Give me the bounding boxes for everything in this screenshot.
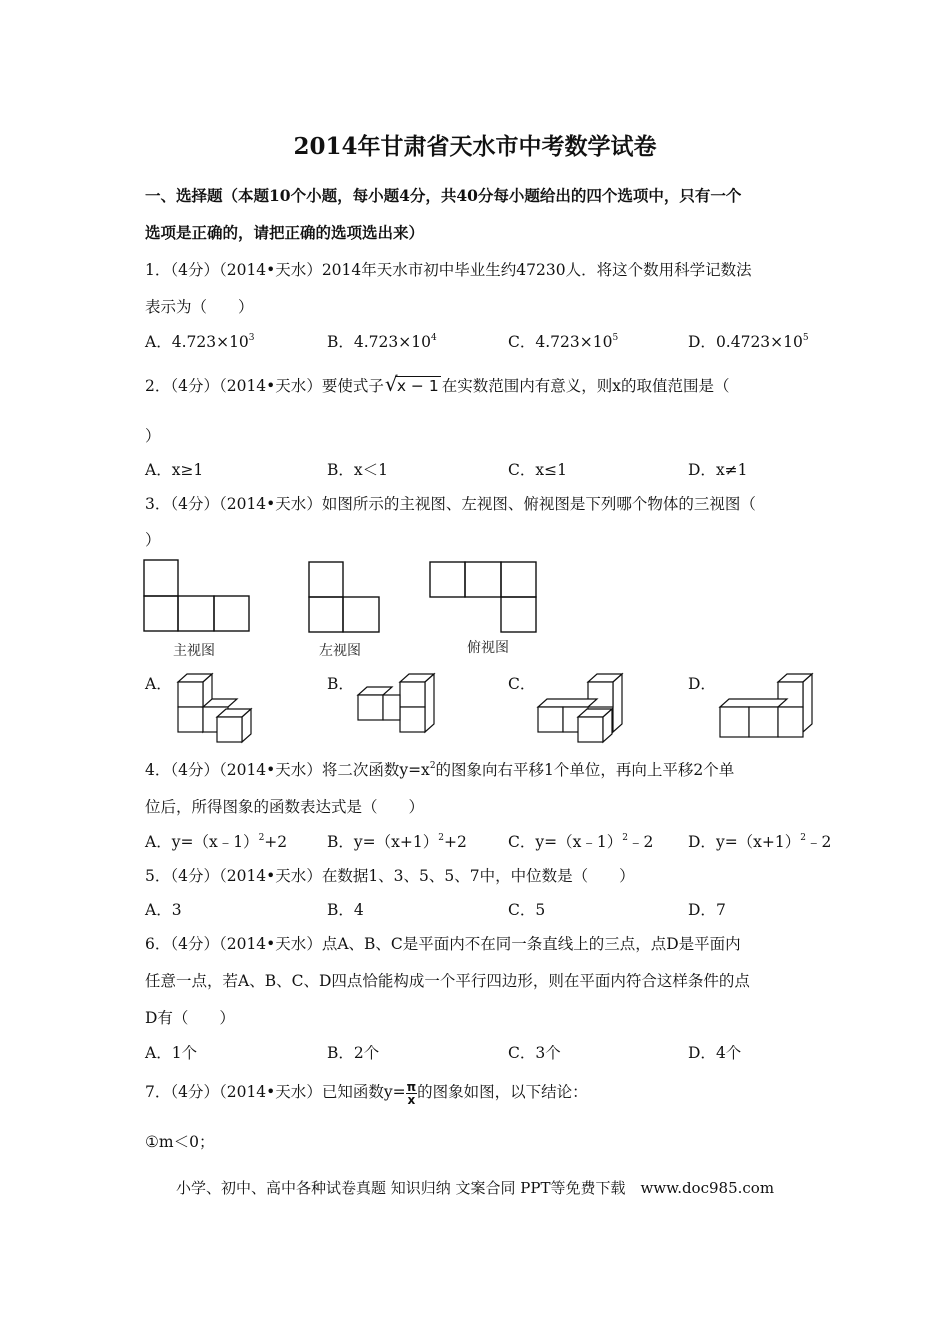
q6-option-c: C．3个 [508,1044,561,1062]
q4-option-c: C．y=（x﹣1）$^2$﹣2 [508,833,654,851]
q3-option-c-solid [533,670,633,745]
q3-option-c-label: C． [508,675,536,693]
question-2-line1: 2．（4分）（2014•天水）要使式子 √ x − 1 在实数范围内有意义，则x的取值范围是（ [145,372,730,396]
q3-option-a-label: A． [145,675,172,693]
question-1-line2: 表示为（ ） [145,298,254,316]
front-view-caption: 主视图 [173,643,215,659]
question-3-line1: 3．（4分）（2014•天水）如图所示的主视图、左视图、俯视图是下列哪个物体的三视图（ [145,495,756,513]
q1-option-a: A．$4.723\times 10^3$ [145,333,255,351]
q2-option-c: C．x≤1 [508,461,567,479]
q6-option-d: D．4个 [688,1044,742,1062]
q5-option-c: C．5 [508,901,546,919]
fraction-expression: $\frac{\pi}{x}$ [406,1079,417,1107]
q4-option-b: B．$y=(x+1)^2+2$ [327,833,467,851]
question-3-line2: ） [145,531,161,549]
question-4-line1: 4．（4分）（2014•天水）将二次函数$y=x^2$的图象向右平移1个单位，再向上平移2个单 [145,761,735,779]
q6-option-a: A．1个 [145,1044,198,1062]
q3-option-b-solid [352,670,452,745]
page-title: 2014年甘肃省天水市中考数学试卷 [293,133,657,160]
q3-option-a-solid [170,670,270,745]
question-2-line2: ） [145,427,161,445]
q2-option-a: A．x≥1 [145,461,204,479]
page-footer: 小学、初中、高中各种试卷真题 知识归纳 文案合同 PPT等免费下载 www.doc985.com [175,1179,775,1197]
question-7-item1: ①m＜0； [145,1133,215,1151]
q4-option-a: A．y=（x﹣1）$^2$+2 [145,833,288,851]
question-6-line3: D有（ ） [145,1009,235,1027]
q2-option-d: D．x≠1 [688,461,748,479]
q3-option-d-solid [715,670,820,745]
section-heading-line2: 选项是正确的，请把正确的选项选出来） [145,223,425,242]
question-7-line1: 7．（4分）（2014•天水）已知函数y= $\frac{\pi}{x}$ 的图象如图，以下结论： [145,1079,588,1107]
front-view-figure [140,556,260,636]
q5-option-b: B．4 [327,901,364,919]
question-5-line1: 5．（4分）（2014•天水）在数据1、3、5、5、7中，中位数是（ ） [145,867,635,885]
q6-option-b: B．2个 [327,1044,380,1062]
q5-option-d: D．7 [688,901,726,919]
question-1-line1: 1．（4分）（2014•天水）2014年天水市初中毕业生约47230人．将这个数用科学记数法 [145,261,752,279]
square-root-expression: √ x − 1 [384,372,439,396]
section-heading-line1: 一、选择题（本题10个小题，每小题4分，共40分每小题给出的四个选项中，只有一个 [145,186,742,205]
top-view-figure [427,556,547,636]
q1-option-c: C．$4.723\times 10^5$ [508,333,619,351]
question-6-line2: 任意一点，若A、B、C、D四点恰能构成一个平行四边形，则在平面内符合这样条件的点 [145,972,750,990]
q4-option-d: D．$y=(x+1)^2﹣2$ [688,833,832,851]
left-view-caption: 左视图 [319,643,361,659]
q5-option-a: A．3 [145,901,182,919]
q3-option-b-label: B． [327,675,354,693]
top-view-caption: 俯视图 [467,640,509,656]
question-6-line1: 6．（4分）（2014•天水）点A、B、C是平面内不在同一条直线上的三点，点D是平面内 [145,935,741,953]
q1-option-d: D．$0.4723\times 10^5$ [688,333,809,351]
q1-option-b: B．$4.723\times 10^4$ [327,333,437,351]
q2-option-b: B．x＜1 [327,461,388,479]
left-view-figure [305,556,390,636]
question-4-line2: 位后，所得图象的函数表达式是（ ） [145,798,425,816]
q3-option-d-label: D． [688,675,716,693]
